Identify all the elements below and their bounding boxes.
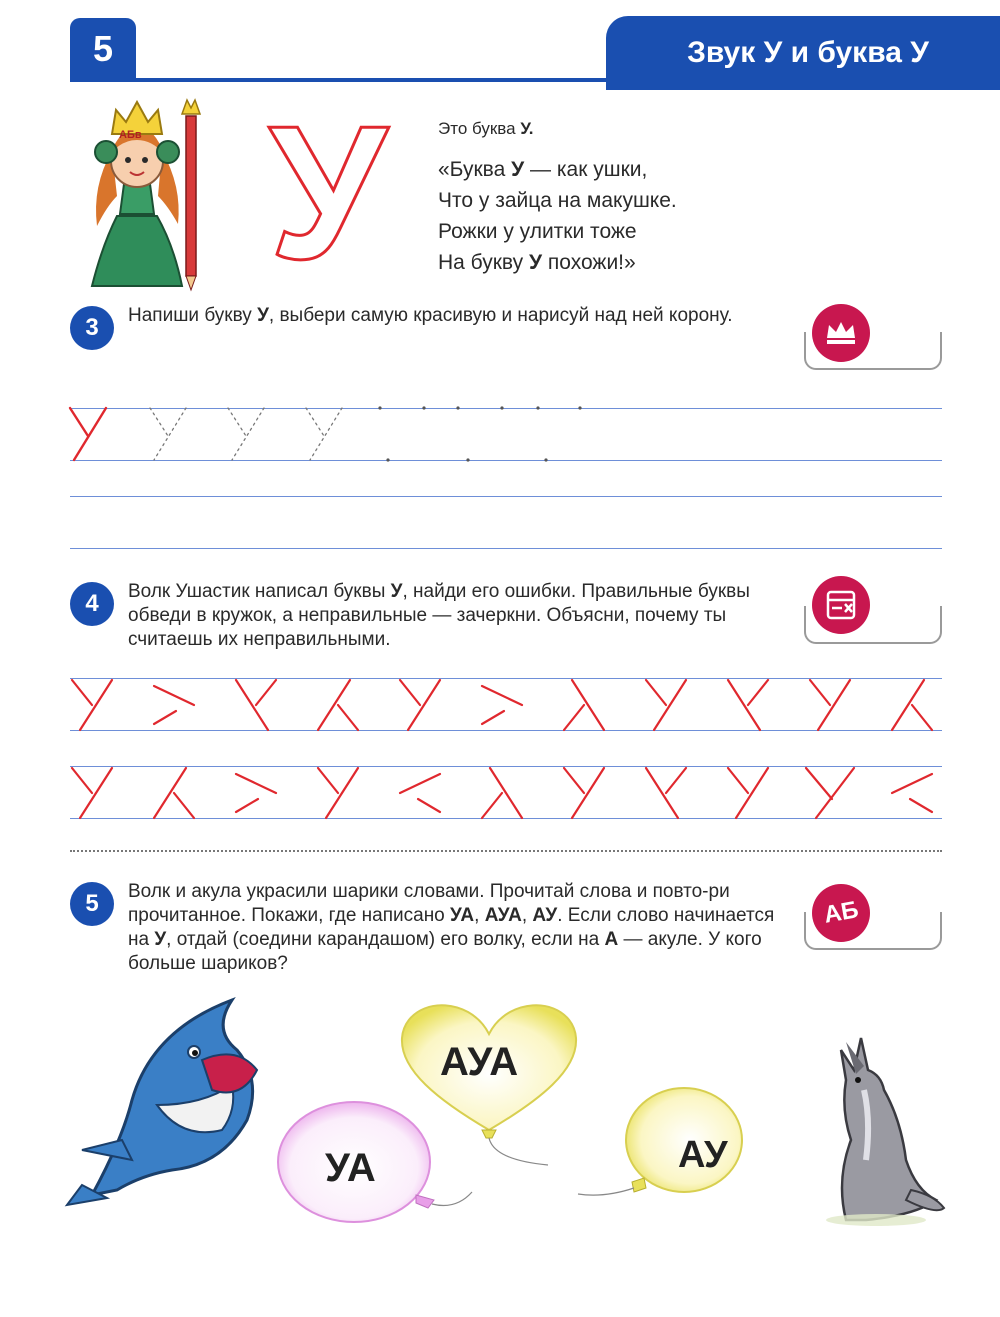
poem-line: «Буква У — как ушки, <box>438 158 648 181</box>
task-text: Волк и акула украсили шарики словами. Прочитай слова и повто-ри прочитанное. Покажи, где написано УА, АУА, АУ. Если слово начинается на У, отдай (соедини карандашом) его волку, если на А — акуле. У кого больше шариков? <box>128 881 775 974</box>
letter-stroke <box>318 680 350 730</box>
icon-label: АБ <box>821 896 861 929</box>
letter-stroke <box>912 705 932 730</box>
task-text: Волк Ушастик написал буквы У, найди его ошибки. Правильные буквы обведи в кружок, а неправильные — зачеркни. Объясни, почему ты считаешь их неправильными. <box>128 581 750 650</box>
page-title: Звук У и буква У <box>606 16 1000 90</box>
letter-stroke <box>236 799 258 812</box>
letter-stroke <box>400 774 440 793</box>
crown-lettering: АБв <box>119 129 142 141</box>
letter-stroke <box>654 680 686 730</box>
poem-line: Рожки у улитки тоже <box>438 220 637 243</box>
letter-stroke <box>736 768 768 818</box>
letter-stroke <box>892 774 932 793</box>
svg-text:У: У <box>268 87 388 299</box>
task-5 <box>70 880 778 976</box>
page-number: 5 <box>70 18 136 80</box>
balloon-word: УА <box>325 1146 376 1190</box>
letter-stroke <box>666 768 686 793</box>
poem-line: Что у зайца на макушке. <box>438 189 677 212</box>
letter-stroke <box>728 680 760 730</box>
letter-stroke <box>174 793 194 818</box>
letter-stroke <box>338 705 358 730</box>
letter-stroke <box>482 793 502 818</box>
letter-stroke <box>154 711 176 724</box>
letter-stroke <box>572 680 604 730</box>
letter-stroke <box>748 680 768 705</box>
task-number: 3 <box>70 306 114 350</box>
poem-line: На букву У похожи!» <box>438 251 636 274</box>
letter-stroke <box>236 680 268 730</box>
letter-stroke <box>564 768 584 793</box>
letter-stroke <box>326 768 358 818</box>
task-text: Напиши букву У, выбери самую красивую и нарисуй над ней корону. <box>128 305 733 326</box>
balloon-word: АУА <box>440 1040 519 1084</box>
section-divider <box>70 850 942 852</box>
pink-balloon <box>276 1100 476 1230</box>
task-number: 4 <box>70 582 114 626</box>
letter-stroke <box>572 768 604 818</box>
letter-stroke <box>400 680 420 705</box>
letter-stroke <box>482 686 522 705</box>
balloon-word: АУ <box>678 1134 728 1176</box>
letter-stroke <box>236 774 276 793</box>
letter-stroke <box>490 768 522 818</box>
letter-stroke <box>80 768 112 818</box>
letter-stroke <box>256 680 276 705</box>
letter-stroke <box>646 680 666 705</box>
letter-stroke <box>80 680 112 730</box>
letter-stroke <box>318 768 338 793</box>
letter-stroke <box>816 768 854 818</box>
letter-stroke <box>482 711 504 724</box>
task-number: 5 <box>70 882 114 926</box>
shark-illustration <box>62 990 272 1210</box>
letter-stroke <box>72 680 92 705</box>
letter-stroke <box>154 768 186 818</box>
letter-stroke <box>646 768 678 818</box>
letter-stroke <box>818 680 850 730</box>
letter-stroke <box>418 799 440 812</box>
letter-stroke <box>910 799 932 812</box>
letter-stroke <box>892 680 924 730</box>
letter-stroke <box>72 768 92 793</box>
letter-stroke <box>806 768 832 799</box>
letter-stroke <box>810 680 830 705</box>
wolf-illustration <box>806 1030 946 1225</box>
letter-stroke <box>564 705 584 730</box>
poem-intro: Это буква У. <box>438 119 534 138</box>
letter-stroke <box>154 686 194 705</box>
letter-stroke <box>728 768 748 793</box>
letters-ab-icon <box>812 884 870 942</box>
letter-stroke <box>408 680 440 730</box>
